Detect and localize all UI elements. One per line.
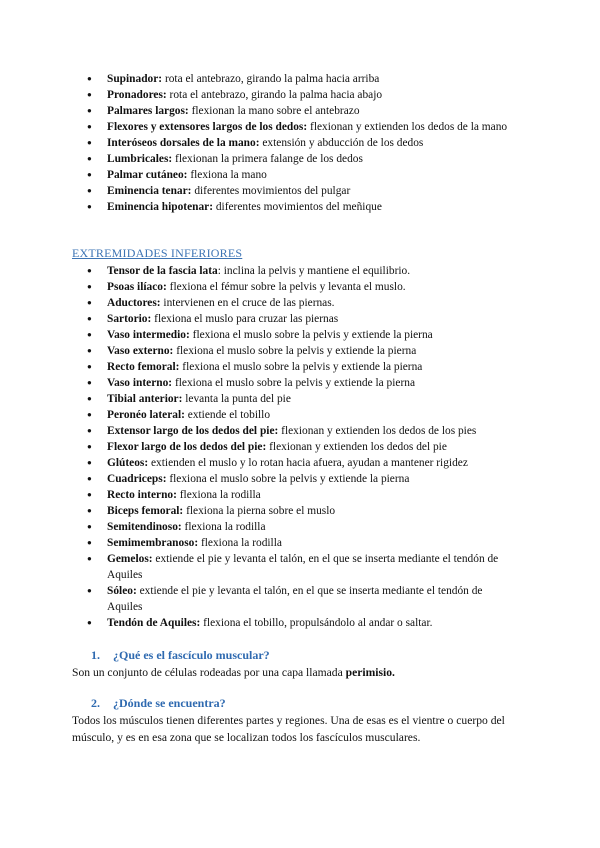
muscle-name: Tendón de Aquiles: [107, 617, 201, 629]
question-answer [72, 664, 532, 681]
list-item [79, 167, 519, 183]
list-item [79, 391, 519, 407]
muscle-function: extiende el pie y levanta el talón, en el que se inserta mediante el tendón de Aquiles [107, 585, 483, 613]
list-item [79, 343, 519, 359]
muscle-function: flexiona el muslo sobre la pelvis y extiende la pierna [166, 473, 410, 485]
muscle-name: Peronéo lateral: [107, 409, 185, 421]
muscle-name: Glúteos: [107, 457, 149, 469]
muscle-function: flexionan la mano sobre el antebrazo [188, 105, 360, 117]
muscle-function: intervienen en el cruce de las piernas. [160, 297, 335, 309]
muscle-function: flexiona el muslo sobre la pelvis y extiende la pierna [172, 377, 416, 389]
muscle-name: Interóseos dorsales de la mano: [107, 137, 260, 149]
question-number: 1. [91, 648, 100, 662]
muscle-function: flexiona la rodilla [176, 489, 261, 501]
list-item [79, 311, 519, 327]
muscle-function: extiende el pie y levanta el talón, en el que se inserta mediante el tendón de Aquiles [107, 553, 499, 581]
muscle-name: Tensor de la fascia lata [107, 265, 218, 277]
muscle-name: Pronadores: [107, 89, 167, 101]
muscle-name: Aductores: [107, 297, 161, 309]
question-text: ¿Dónde se encuentra? [113, 696, 226, 710]
list-item [79, 439, 519, 455]
muscle-name: Vaso externo: [107, 345, 174, 357]
list-item [79, 199, 519, 215]
muscle-function: flexiona el muslo sobre la pelvis y extiende la pierna [179, 361, 423, 373]
question-text: ¿Qué es el fascículo muscular? [113, 648, 270, 662]
muscle-name: Flexor largo de los dedos del pie: [107, 441, 267, 453]
muscle-function: flexionan y extienden los dedos del pie [266, 441, 447, 453]
muscle-function: flexiona el muslo sobre la pelvis y extiende la pierna [189, 329, 433, 341]
muscle-name: Tibial anterior: [107, 393, 183, 405]
list-item [79, 423, 519, 439]
muscle-function: flexiona la mano [187, 169, 267, 181]
question-heading [91, 696, 226, 711]
list-item [79, 151, 519, 167]
muscle-name: Cuadriceps: [107, 473, 167, 485]
muscle-function: rota el antebrazo, girando la palma hacia arriba [162, 73, 380, 85]
list-item [79, 519, 519, 535]
list-item [79, 487, 519, 503]
muscle-function: rota el antebrazo, girando la palma hacia abajo [166, 89, 383, 101]
list-item [79, 455, 519, 471]
muscle-name: Vaso interno: [107, 377, 173, 389]
list-item [79, 407, 519, 423]
muscle-function: flexiona la rodilla [198, 537, 282, 549]
muscle-name: Semitendinoso: [107, 521, 182, 533]
muscle-name: Supinador: [107, 73, 163, 85]
list-item [79, 119, 519, 135]
question-answer [72, 712, 532, 746]
muscle-name: Gemelos: [107, 553, 153, 565]
muscle-name: Semimembranoso: [107, 537, 199, 549]
list-item [79, 583, 519, 615]
answer-bold-term: perimisio. [345, 666, 395, 679]
list-item [79, 71, 519, 87]
question-heading [91, 648, 270, 663]
list-item [79, 135, 519, 151]
muscle-name: Eminencia tenar: [107, 185, 192, 197]
list-item [79, 87, 519, 103]
answer-text: Son un conjunto de células rodeadas por una capa llamada [72, 666, 346, 679]
muscle-function: flexiona la pierna sobre el muslo [183, 505, 336, 517]
muscle-function: flexiona el muslo para cruzar las piernas [151, 313, 339, 325]
muscle-function: levanta la punta del pie [182, 393, 291, 405]
list-item [79, 263, 519, 279]
upper-limb-muscle-list [79, 71, 519, 215]
muscle-function: flexionan la primera falange de los dedos [172, 153, 363, 165]
list-item [79, 551, 519, 583]
muscle-function: diferentes movimientos del pulgar [191, 185, 351, 197]
muscle-name: Extensor largo de los dedos del pie: [107, 425, 279, 437]
muscle-name: Biceps femoral: [107, 505, 184, 517]
list-item [79, 535, 519, 551]
muscle-name: Vaso intermedio: [107, 329, 190, 341]
list-item [79, 359, 519, 375]
muscle-function: flexionan y extienden los dedos de los pies [278, 425, 477, 437]
muscle-name: Recto femoral: [107, 361, 180, 373]
muscle-name: Sartorio: [107, 313, 152, 325]
muscle-function: flexionan y extienden los dedos de la mano [307, 121, 508, 133]
muscle-name: Eminencia hipotenar: [107, 201, 213, 213]
muscle-name: Palmar cutáneo: [107, 169, 188, 181]
muscle-function: flexiona el tobillo, propulsándolo al andar o saltar. [200, 617, 433, 629]
muscle-name: Lumbricales: [107, 153, 173, 165]
muscle-function: diferentes movimientos del meñique [213, 201, 382, 213]
muscle-function: flexiona el muslo sobre la pelvis y extiende la pierna [173, 345, 417, 357]
list-item [79, 615, 519, 631]
list-item [79, 471, 519, 487]
lower-limb-muscle-list [79, 263, 519, 631]
muscle-function: extiende el tobillo [184, 409, 271, 421]
muscle-name: Psoas ilíaco: [107, 281, 167, 293]
list-item [79, 375, 519, 391]
muscle-function: flexiona el fémur sobre la pelvis y levanta el muslo. [166, 281, 406, 293]
list-item [79, 295, 519, 311]
muscle-function: extensión y abducción de los dedos [259, 137, 424, 149]
muscle-function: flexiona la rodilla [181, 521, 266, 533]
answer-text: Todos los músculos tienen diferentes partes y regiones. Una de esas es el vientre o cuerpo del músculo, y es en esa zona que se localizan todos los fascículos musculares. [72, 714, 505, 744]
list-item [79, 503, 519, 519]
list-item [79, 183, 519, 199]
section-title: EXTREMIDADES INFERIORES [72, 246, 243, 260]
list-item [79, 279, 519, 295]
muscle-function: : inclina la pelvis y mantiene el equilibrio. [217, 265, 411, 277]
muscle-name: Recto interno: [107, 489, 177, 501]
muscle-name: Sóleo: [107, 585, 137, 597]
muscle-name: Palmares largos: [107, 105, 189, 117]
muscle-function: extienden el muslo y lo rotan hacia afuera, ayudan a mantener rigidez [148, 457, 468, 469]
list-item [79, 327, 519, 343]
list-item [79, 103, 519, 119]
question-number: 2. [91, 696, 100, 710]
muscle-name: Flexores y extensores largos de los dedos: [107, 121, 308, 133]
